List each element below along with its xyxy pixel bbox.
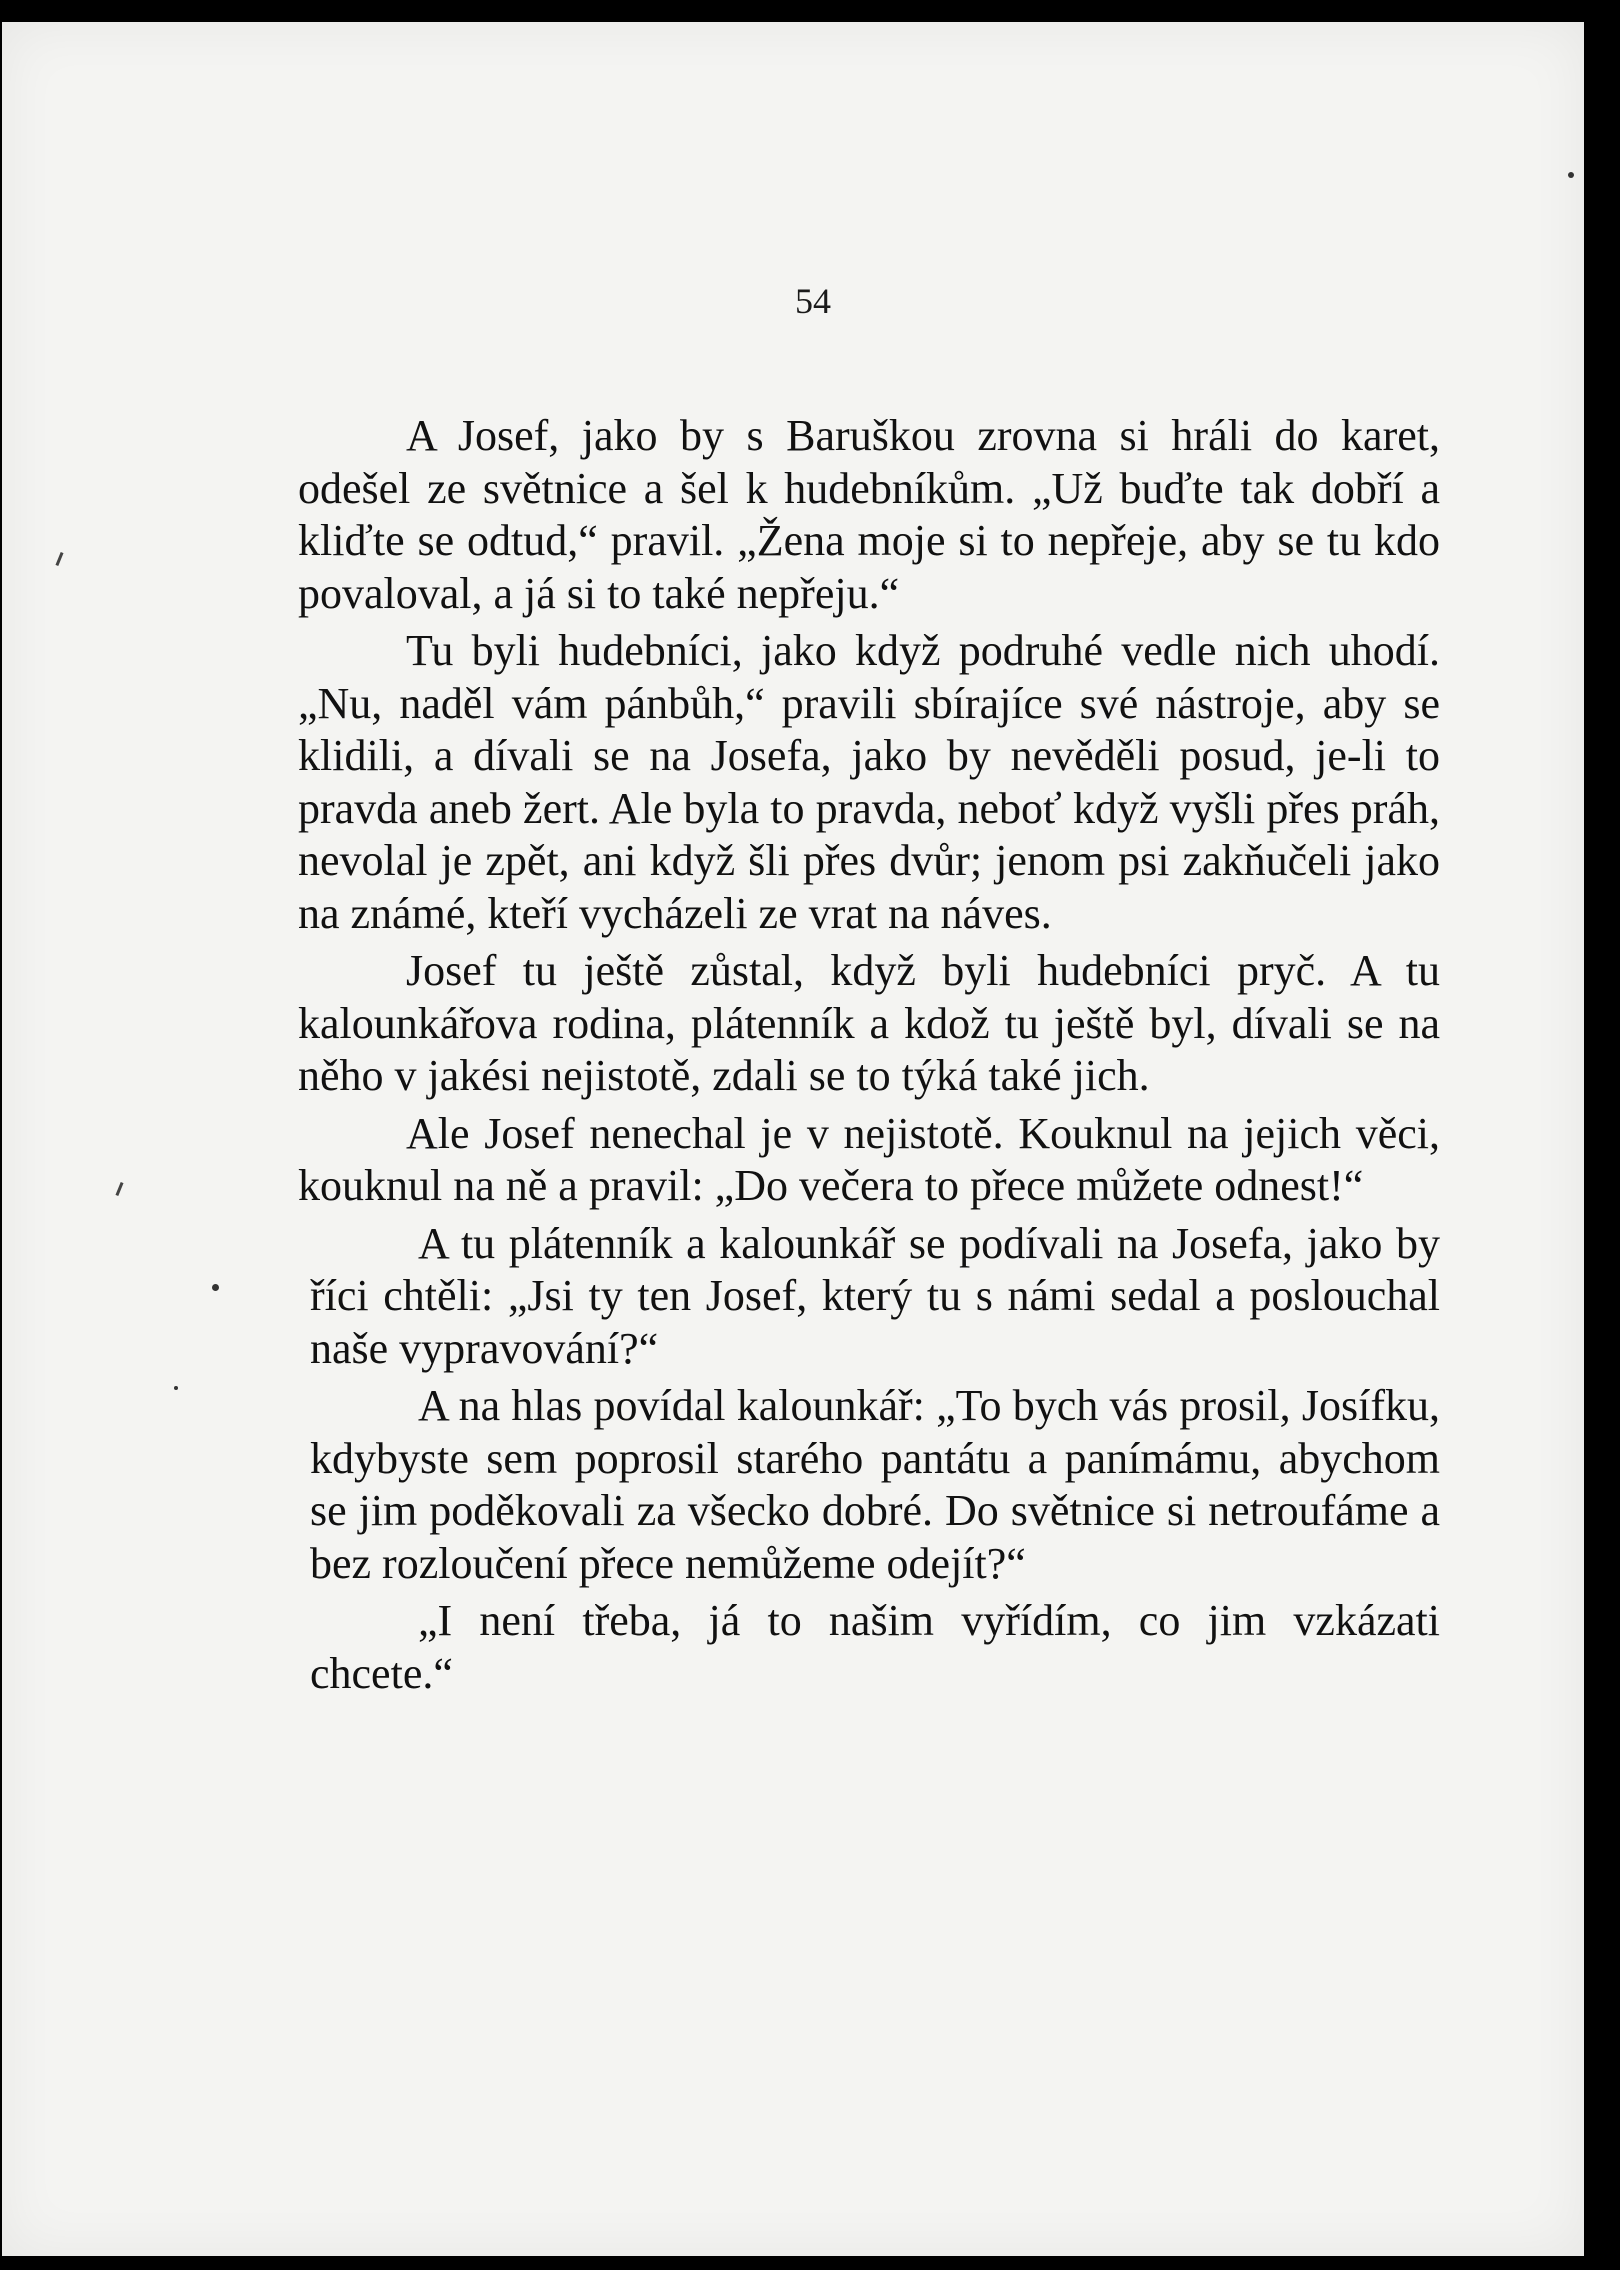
margin-speck (1568, 172, 1574, 178)
margin-speck (212, 1284, 219, 1291)
paragraph: „I není třeba, já to našim vyřídím, co jim vzkázati chcete.“ (310, 1596, 1440, 1698)
book-page (2, 22, 1584, 2256)
paragraph: A tu plátenník a kalounkář se podívali na Josefa, jako by říci chtěli: „Jsi ty ten Josef, který tu s námi sedal a poslouchal naše vypravování?“ (310, 1218, 1440, 1373)
margin-speck (174, 1386, 178, 1390)
paragraph: A Josef, jako by s Baruškou zrovna si hráli do karet, odešel ze světnice a šel k hudebníkům. „Už buďte tak dobří a kliďte se odtud,“ pravil. „Žena moje si to nepřeje, aby se tu kdo povaloval, a já si to také nepřeju.“ (298, 411, 1440, 618)
paragraph: Tu byli hudebníci, jako když podruhé vedle nich uhodí. „Nu, naděl vám pánbůh,“ pravili sbírajíce své nástroje, aby se klidili, a dívali se na Josefa, jako by nevěděli posud, je-li to pravda aneb žert. Ale byla to pravda, neboť když vyšli přes práh, nevolal je zpět, ani když šli přes dvůr; jenom psi zakňučeli jako na známé, kteří vycházeli ze vrat na náves. (298, 626, 1440, 938)
margin-pencil-mark (115, 1182, 123, 1196)
paragraph: Josef tu ještě zůstal, když byli hudebníci pryč. A tu kalounkářova rodina, plátenník a kdož tu ještě byl, dívali se na něho v jakési nejistotě, zdali se to týká také jich. (298, 946, 1440, 1100)
paragraph: A na hlas povídal kalounkář: „To bych vás prosil, Josífku, kdybyste sem poprosil starého pantátu a panímámu, abychom se jim poděkovali za všecko dobré. Do světnice si netroufáme a bez rozloučení přece nemůžeme odejít?“ (310, 1381, 1440, 1588)
margin-pencil-mark (55, 552, 63, 566)
body-text (298, 410, 1440, 1705)
paragraph: Ale Josef nenechal je v nejistotě. Kouknul na jejich věci, kouknul na ně a pravil: „Do večera to přece můžete odnest!“ (298, 1108, 1440, 1210)
page-number: 54 (795, 281, 831, 321)
